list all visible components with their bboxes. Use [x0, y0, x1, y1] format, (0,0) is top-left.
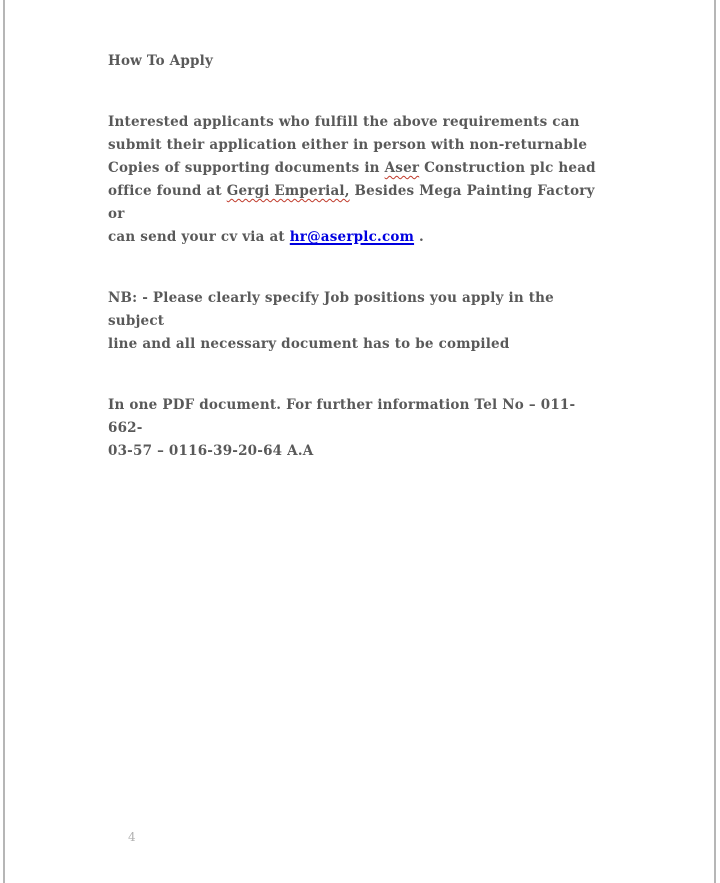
nb-paragraph	[108, 287, 608, 356]
further-info-line-2: 03-57 – 0116-39-20-64 A.A	[108, 443, 314, 459]
further-info-paragraph	[108, 394, 608, 463]
email-link[interactable]: hr@aserplc.com	[289, 229, 415, 245]
intro-line-4-post: Besides Mega Painting Factory or	[108, 183, 595, 222]
misspelled-phrase-gergi-emperial: Gergi Emperial,	[226, 183, 350, 199]
intro-paragraph	[108, 111, 608, 249]
page-content	[5, 0, 613, 463]
intro-line-5-pre: can send your cv via at	[108, 229, 290, 245]
nb-line-1: NB: - Please clearly specify Job positions you apply in the subject	[108, 290, 554, 329]
intro-line-3-pre: Copies of supporting documents in	[108, 160, 385, 176]
intro-line-4-pre: office found at	[108, 183, 227, 199]
page-number: 4	[128, 830, 136, 844]
nb-line-2: line and all necessary document has to be compiled	[108, 336, 510, 352]
document-page	[3, 0, 716, 883]
intro-line-5-post: .	[414, 229, 424, 245]
further-info-line-1: In one PDF document. For further information Tel No – 011-662-	[108, 397, 576, 436]
section-heading: How To Apply	[108, 53, 214, 69]
intro-line-3-post: Construction plc head	[419, 160, 596, 176]
intro-line-2: submit their application either in person with non-returnable	[108, 137, 588, 153]
intro-line-1: Interested applicants who fulfill the above requirements can	[108, 114, 580, 130]
misspelled-word-aser: Aser	[384, 160, 420, 176]
